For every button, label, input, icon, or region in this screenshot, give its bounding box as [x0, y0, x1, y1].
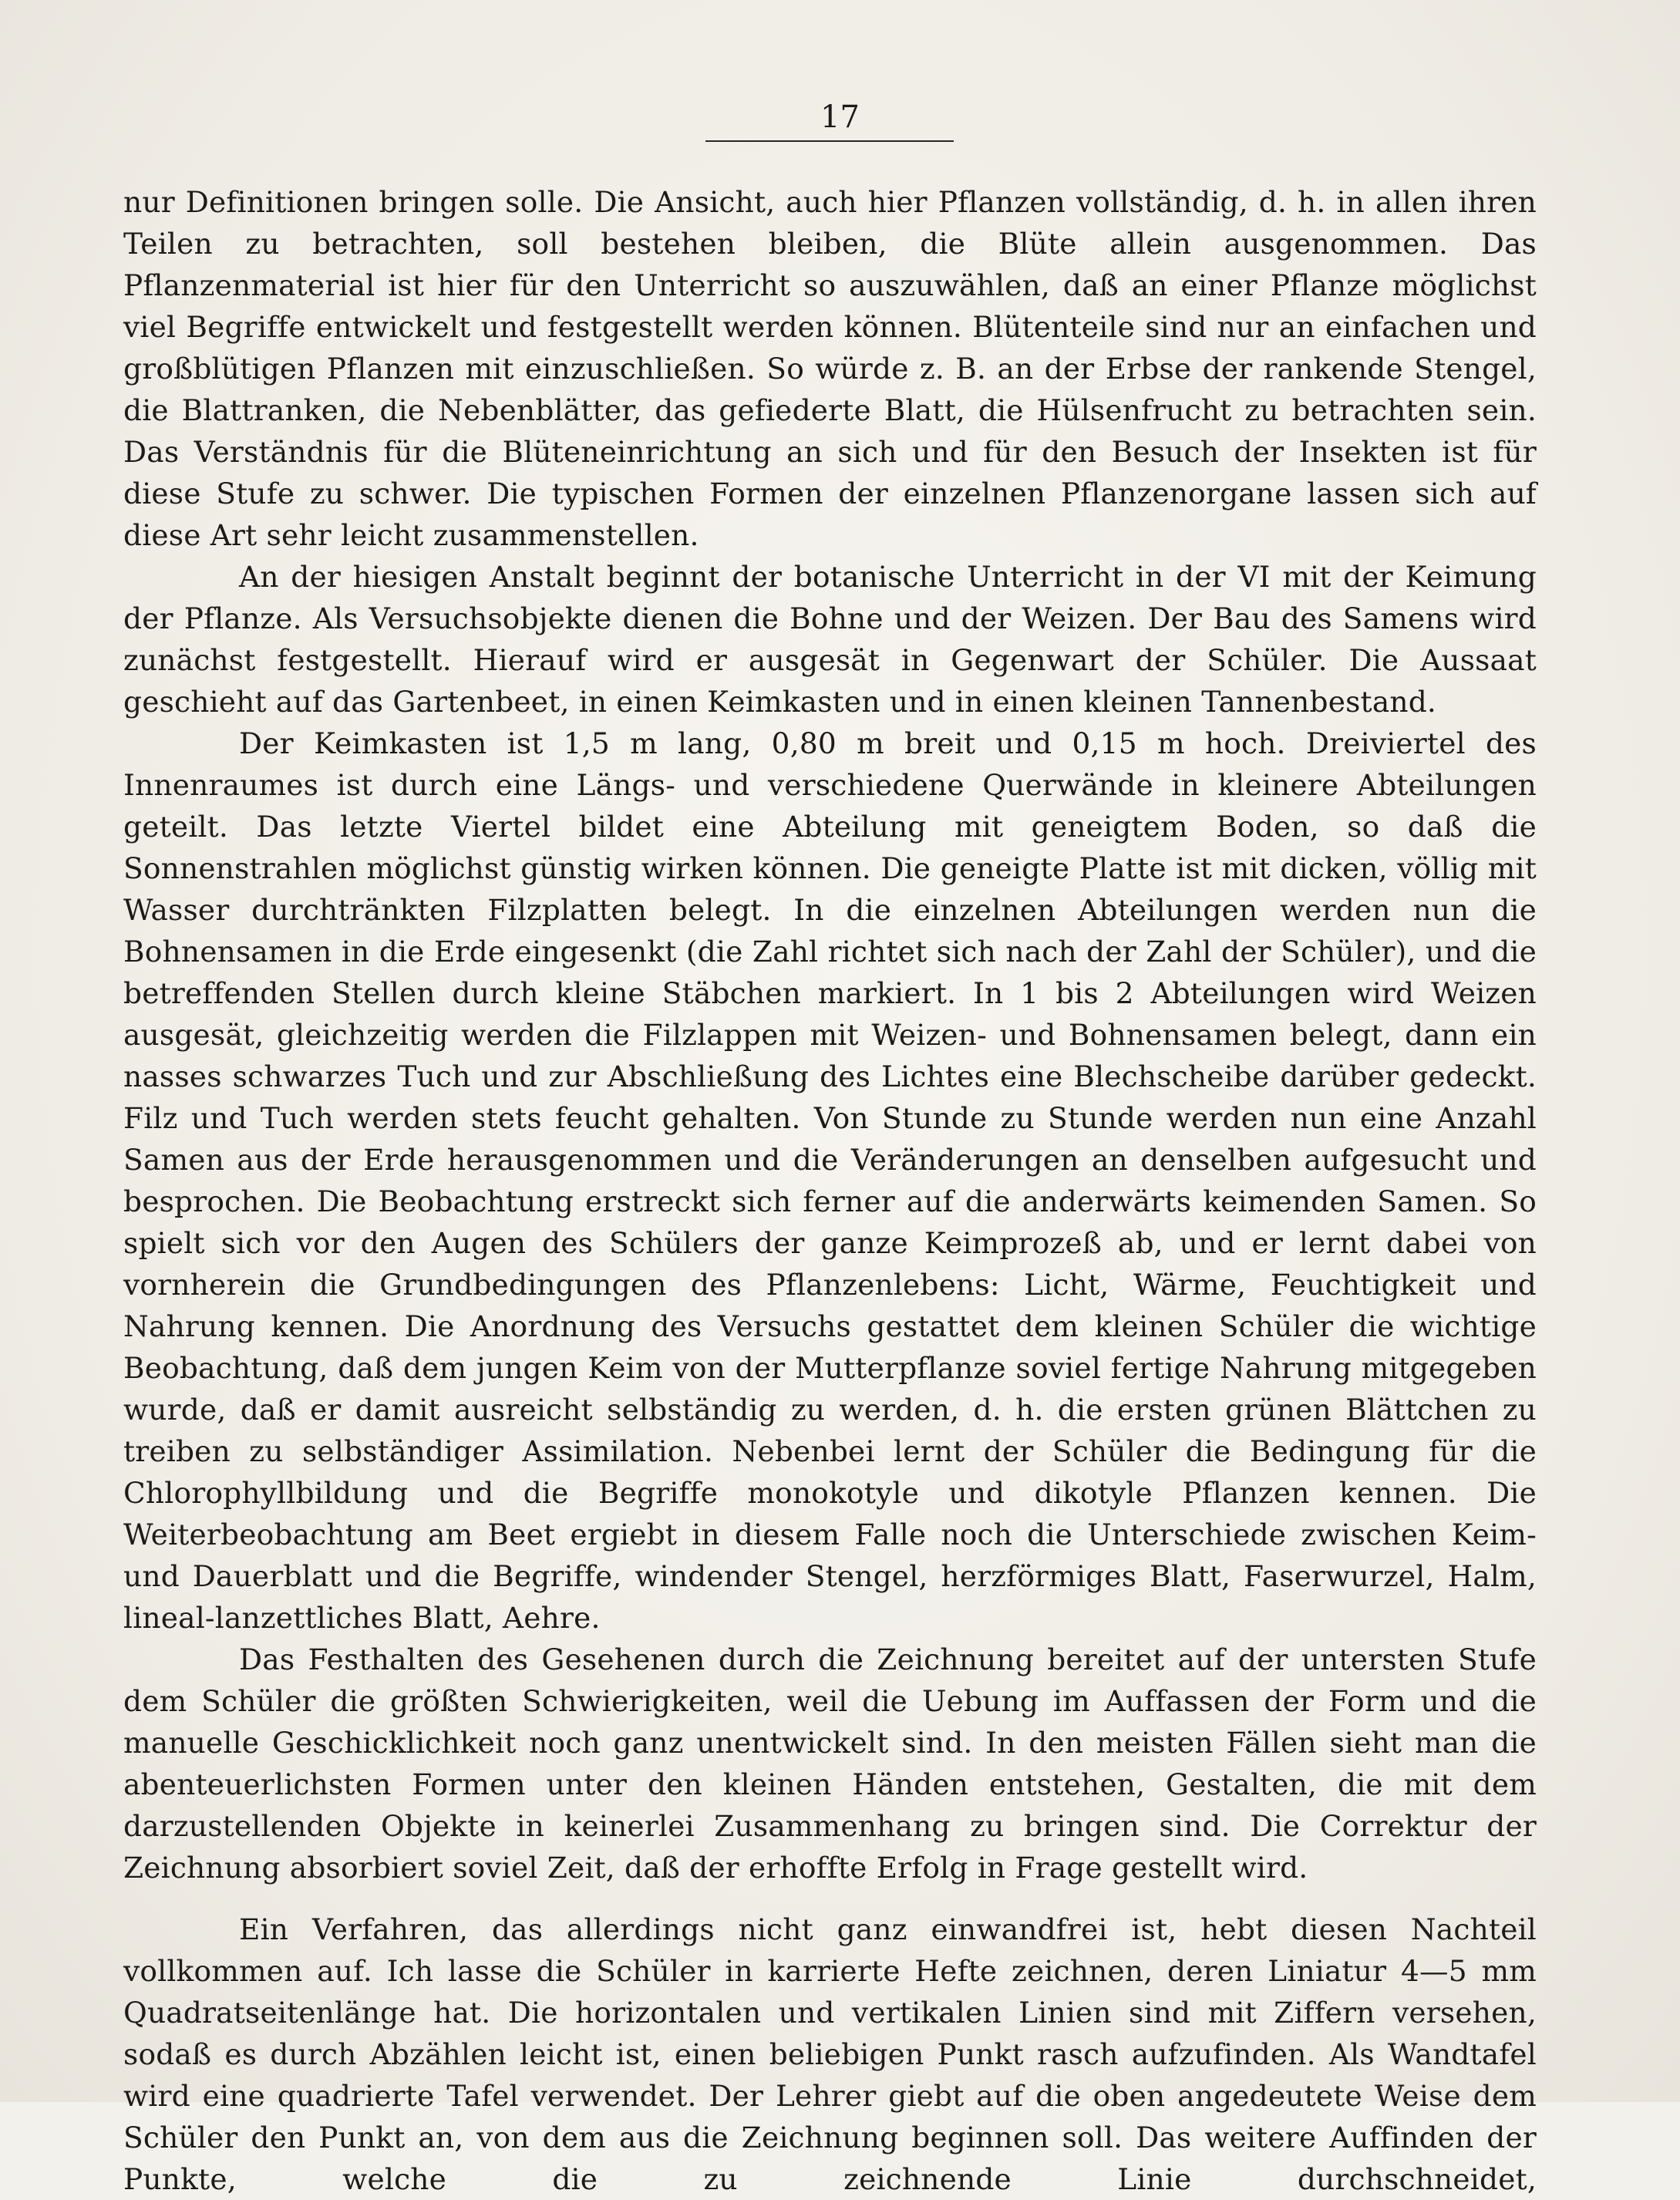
body-text: [123, 181, 1537, 2200]
header-rule: [705, 140, 954, 142]
page-number: 17: [820, 99, 860, 135]
paragraph-1: nur Definitionen bringen solle. Die Ansicht, auch hier Pflanzen vollständig, d. h. in allen ihren Teilen zu betrachten, soll bestehen bleiben, die Blüte allein ausgenommen. Das Pflanzenmaterial ist hier für den Unterricht so auszuwählen, daß an einer Pflanze möglichst viel Begriffe entwickelt und festgestellt werden können. Blütenteile sind nur an einfachen und großblütigen Pflanzen mit einzuschließen. So würde z. B. an der Erbse der rankende Stengel, die Blattranken, die Nebenblätter, das gefiederte Blatt, die Hülsenfrucht zu betrachten sein. Das Verständnis für die Blüteneinrichtung an sich und für den Besuch der Insekten ist für diese Stufe zu schwer. Die typischen Formen der einzelnen Pflanzenorgane lassen sich auf diese Art sehr leicht zusammenstellen.: [123, 185, 1537, 552]
paragraph-5: Ein Verfahren, das allerdings nicht ganz einwandfrei ist, hebt diesen Nachteil vollkommen auf. Ich lasse die Schüler in karrierte Hefte zeichnen, deren Liniatur 4—5 mm Quadratseitenlänge hat. Die horizontalen und vertikalen Linien sind mit Ziffern versehen, sodaß es durch Abzählen leicht ist, einen beliebigen Punkt rasch aufzufinden. Als Wandtafel wird eine quadrierte Tafel verwendet. Der Lehrer giebt auf die oben angedeutete Weise dem Schüler den Punkt an, von dem aus die Zeichnung beginnen soll. Das weitere Auffinden der Punkte, welche die zu zeichnende Linie durchschneidet,: [123, 1912, 1537, 2196]
paragraph-2: An der hiesigen Anstalt beginnt der botanische Unterricht in der VI mit der Keimung der Pflanze. Als Versuchsobjekte dienen die Bohne und der Weizen. Der Bau des Samens wird zunächst festgestellt. Hierauf wird er ausgesät in Gegenwart der Schüler. Die Aussaat geschieht auf das Gartenbeet, in einen Keimkasten und in einen kleinen Tannenbestand.: [123, 560, 1537, 719]
bleed-through-mark: [663, 23, 725, 95]
paragraph-3: Der Keimkasten ist 1,5 m lang, 0,80 m breit und 0,15 m hoch. Dreiviertel des Innenraumes ist durch eine Längs- und verschiedene Querwände in kleinere Abteilungen geteilt. Das letzte Viertel bildet eine Abteilung mit geneigtem Boden, so daß die Sonnenstrahlen möglichst günstig wirken können. Die geneigte Platte ist mit dicken, völlig mit Wasser durchtränkten Filzplatten belegt. In die einzelnen Abteilungen werden nun die Bohnensamen in die Erde eingesenkt (die Zahl richtet sich nach der Zahl der Schüler), und die betreffenden Stellen durch kleine Stäbchen markiert. In 1 bis 2 Abteilungen wird Weizen ausgesät, gleichzeitig werden die Filzlappen mit Weizen- und Bohnensamen belegt, dann ein nasses schwarzes Tuch und zur Abschließung des Lichtes eine Blechscheibe darüber gedeckt. Filz und Tuch werden stets feucht gehalten. Von Stunde zu Stunde werden nun eine Anzahl Samen aus der Erde herausgenommen und die Veränderungen an denselben aufgesucht und besprochen. Die Beobachtung erstreckt sich ferner auf die anderwärts keimenden Samen. So spielt sich vor den Augen des Schülers der ganze Keimprozeß ab, und er lernt dabei von vornherein die Grundbedingungen des Pflanzenlebens: Licht, Wärme, Feuchtigkeit und Nahrung kennen. Die Anordnung des Versuchs gestattet dem kleinen Schüler die wichtige Beobachtung, daß dem jungen Keim von der Mutterpflanze soviel fertige Nahrung mitgegeben wurde, daß er damit ausreicht selbständig zu werden, d. h. die ersten grünen Blättchen zu treiben zu selbständiger Assimilation. Nebenbei lernt der Schüler die Bedingung für die Chlorophyllbildung und die Begriffe monokotyle und dikotyle Pflanzen kennen. Die Weiterbeobachtung am Beet ergiebt in diesem Falle noch die Unterschiede zwischen Keim- und Dauerblatt und die Begriffe, windender Stengel, herzförmiges Blatt, Faserwurzel, Halm, lineal-lanzettliches Blatt, Aehre.: [123, 726, 1537, 1635]
paragraph-4: Das Festhalten des Gesehenen durch die Zeichnung bereitet auf der untersten Stufe dem Schüler die größten Schwierigkeiten, weil die Uebung im Auffassen der Form und die manuelle Geschicklichkeit noch ganz unentwickelt sind. In den meisten Fällen sieht man die abenteuerlichsten Formen unter den kleinen Händen entstehen, Gestalten, die mit dem darzustellenden Objekte in keinerlei Zusammenhang zu bringen sind. Die Correktur der Zeichnung absorbiert soviel Zeit, daß der erhoffte Erfolg in Frage gestellt wird.: [123, 1642, 1537, 1885]
